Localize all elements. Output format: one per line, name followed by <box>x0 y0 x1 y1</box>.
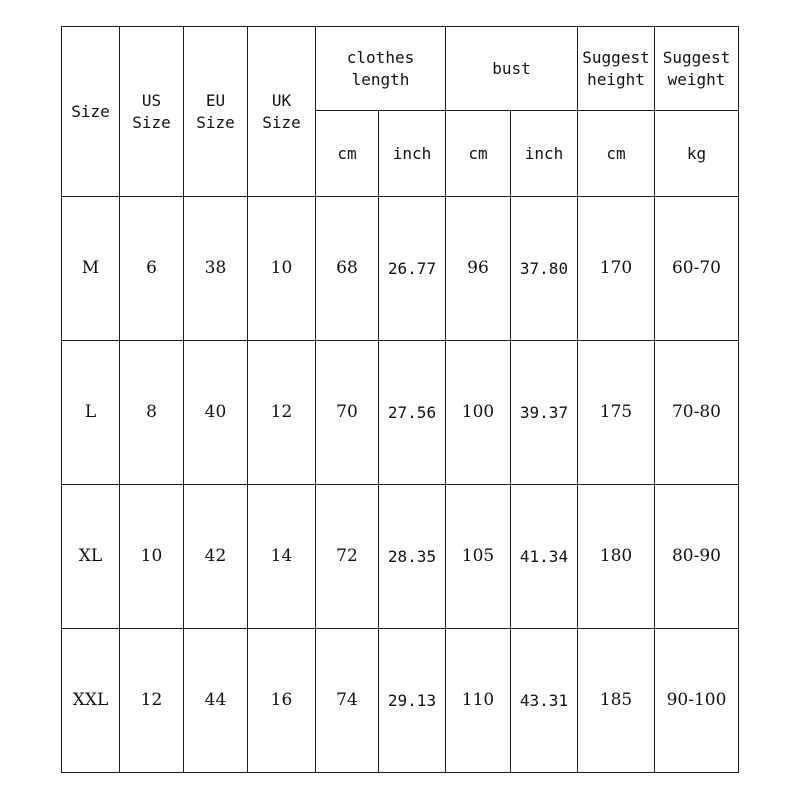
cell-weight: 60-70 <box>655 197 739 341</box>
size-chart-table <box>61 26 739 773</box>
header-size: Size <box>62 27 120 197</box>
cell-length-cm: 70 <box>316 341 379 485</box>
cell-us: 10 <box>120 485 184 629</box>
cell-bust-inch: 41.34 <box>511 485 578 629</box>
table-row <box>62 485 739 629</box>
cell-length-inch: 26.77 <box>379 197 446 341</box>
cell-us: 6 <box>120 197 184 341</box>
unit-length-inch: inch <box>379 111 446 197</box>
header-bust: bust <box>446 27 578 111</box>
table-row <box>62 197 739 341</box>
cell-weight: 80-90 <box>655 485 739 629</box>
cell-length-inch: 28.35 <box>379 485 446 629</box>
cell-weight: 90-100 <box>655 629 739 773</box>
cell-bust-inch: 43.31 <box>511 629 578 773</box>
cell-length-cm: 72 <box>316 485 379 629</box>
table-row <box>62 341 739 485</box>
cell-length-cm: 74 <box>316 629 379 773</box>
cell-bust-cm: 105 <box>446 485 511 629</box>
unit-length-cm: cm <box>316 111 379 197</box>
cell-bust-inch: 37.80 <box>511 197 578 341</box>
cell-eu: 42 <box>184 485 248 629</box>
unit-bust-inch: inch <box>511 111 578 197</box>
cell-length-inch: 27.56 <box>379 341 446 485</box>
header-clothes-length: clothes length <box>316 27 446 111</box>
table-row <box>62 629 739 773</box>
cell-us: 12 <box>120 629 184 773</box>
cell-size: XL <box>62 485 120 629</box>
header-eu-size: EU Size <box>184 27 248 197</box>
header-suggest-height: Suggest height <box>578 27 655 111</box>
header-uk-size: UK Size <box>248 27 316 197</box>
cell-bust-cm: 96 <box>446 197 511 341</box>
unit-height-cm: cm <box>578 111 655 197</box>
header-row-main <box>62 27 739 111</box>
cell-height: 175 <box>578 341 655 485</box>
unit-bust-cm: cm <box>446 111 511 197</box>
cell-height: 170 <box>578 197 655 341</box>
cell-eu: 38 <box>184 197 248 341</box>
cell-uk: 10 <box>248 197 316 341</box>
cell-height: 180 <box>578 485 655 629</box>
cell-bust-inch: 39.37 <box>511 341 578 485</box>
cell-size: L <box>62 341 120 485</box>
cell-uk: 16 <box>248 629 316 773</box>
cell-height: 185 <box>578 629 655 773</box>
cell-length-cm: 68 <box>316 197 379 341</box>
cell-length-inch: 29.13 <box>379 629 446 773</box>
cell-size: XXL <box>62 629 120 773</box>
cell-eu: 44 <box>184 629 248 773</box>
cell-us: 8 <box>120 341 184 485</box>
cell-bust-cm: 110 <box>446 629 511 773</box>
header-us-size: US Size <box>120 27 184 197</box>
cell-uk: 14 <box>248 485 316 629</box>
unit-weight-kg: kg <box>655 111 739 197</box>
cell-eu: 40 <box>184 341 248 485</box>
header-suggest-weight: Suggest weight <box>655 27 739 111</box>
cell-size: M <box>62 197 120 341</box>
cell-bust-cm: 100 <box>446 341 511 485</box>
cell-weight: 70-80 <box>655 341 739 485</box>
cell-uk: 12 <box>248 341 316 485</box>
